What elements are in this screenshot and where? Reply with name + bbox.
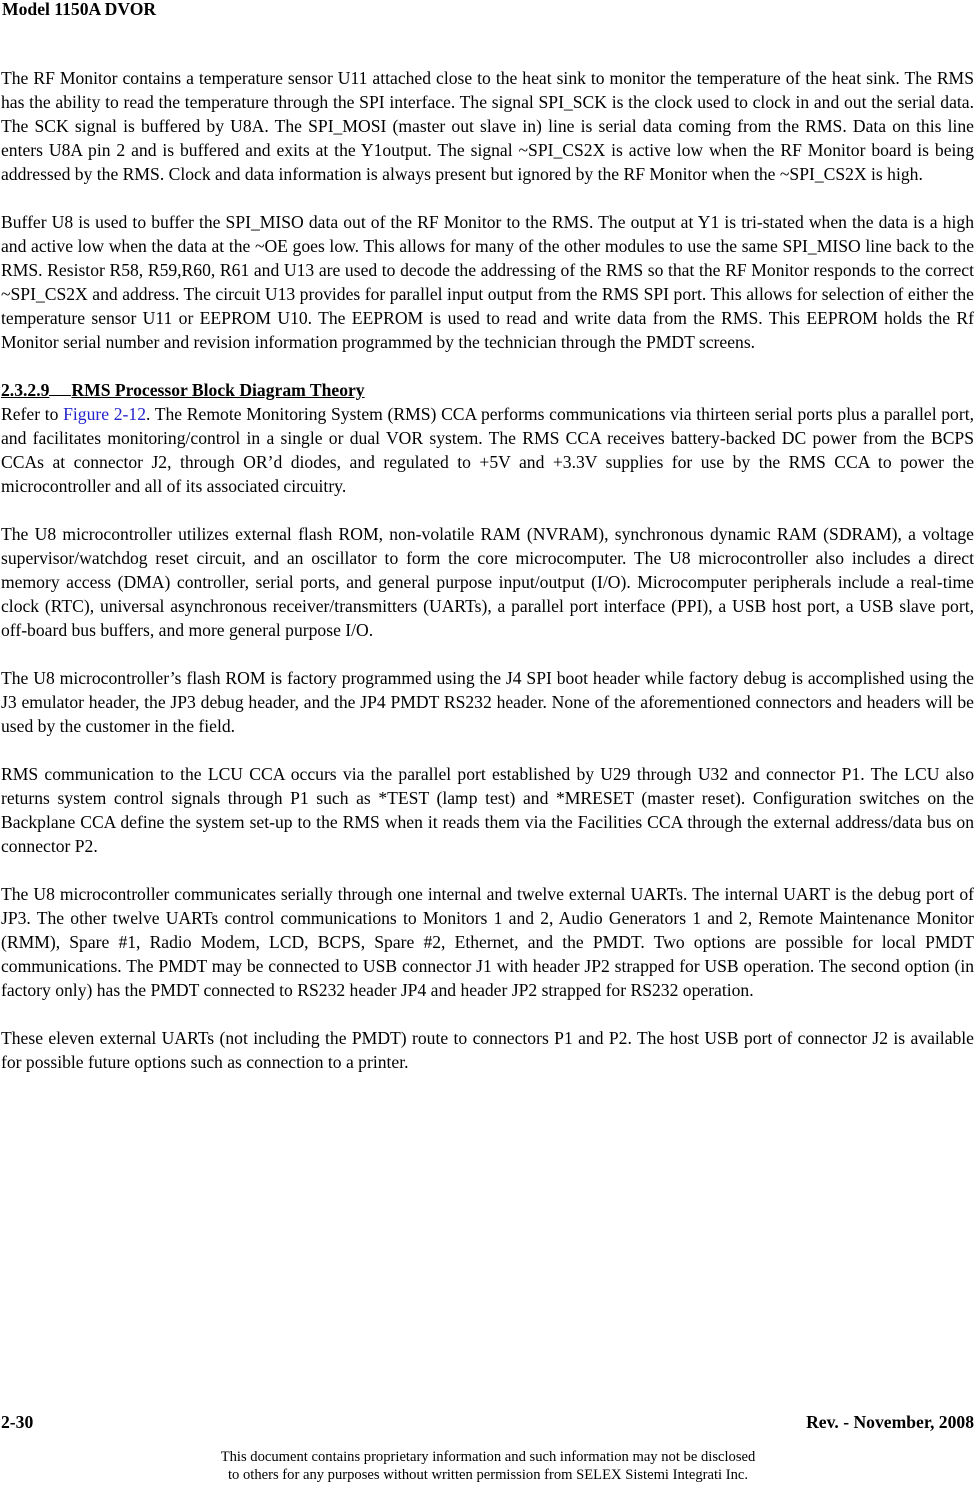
paragraph-rf-monitor-temperature: The RF Monitor contains a temperature sensor U11 attached close to the heat sink to monitor the temperature of the heat sink. The RMS has the ability to read the temperature through the SPI interface. The signal SPI_SCK is the clock used to clock in and out the serial data. The SCK signal is buffered by U8A. The SPI_MOSI (master out slave in) line is serial data coming from the RMS. Data on this line enters U8A pin 2 and is buffered and exits at the Y1output. The signal ~SPI_CS2X is active low when the RF Monitor board is being addressed by the RMS. Clock and data information is always present but ignored by the RF Monitor when the ~SPI_CS2X is high.	[1, 68, 974, 184]
section-title: RMS Processor Block Diagram Theory	[71, 380, 365, 400]
proprietary-disclaimer	[0, 1448, 976, 1484]
paragraph-external-uarts: These eleven external UARTs (not including the PMDT) route to connectors P1 and P2. The host USB port of connector J2 is available for possible future options such as connection to a printer.	[1, 1028, 974, 1072]
page-header-title: Model 1150A DVOR	[2, 0, 157, 19]
revision-date: Rev. - November, 2008	[806, 1412, 974, 1432]
paragraph-rms-overview	[1, 402, 974, 498]
paragraph-buffer-u8: Buffer U8 is used to buffer the SPI_MISO data out of the RF Monitor to the RMS. The output at Y1 is tri-stated when the data is a high and active low when the data at the ~OE goes low. This allows for many of the other modules to use the same SPI_MISO line back to the RMS. Resistor R58, R59,R60, R61 and U13 are used to decode the addressing of the RMS so that the RF Monitor responds to the correct ~SPI_CS2X and address. The circuit U13 provides for parallel input output from the RMS SPI port. This allows for selection of either the temperature sensor U11 or EEPROM U10. The EEPROM is used to read and write data from the RMS. This EEPROM holds the Rf Monitor serial number and revision information programmed by the technician through the PMDT screens.	[1, 212, 974, 352]
section-heading-underline-gap	[49, 379, 71, 396]
document-body	[1, 66, 974, 1074]
disclaimer-line-1: This document contains proprietary information and such information may not be disclosed	[220, 1449, 756, 1465]
section-heading	[1, 378, 974, 402]
figure-reference-link[interactable]: Figure 2-12	[63, 404, 146, 424]
paragraph-uart-communication: The U8 microcontroller communicates serially through one internal and twelve external UARTs. The internal UART is the debug port of JP3. The other twelve UARTs control communications to Monitors 1 and 2, Audio Generators 1 and 2, Remote Maintenance Monitor (RMM), Spare #1, Radio Modem, LCD, BCPS, Spare #2, Ethernet, and the PMDT. Two options are possible for local PMDT communications. The PMDT may be connected to USB connector J1 with header JP2 strapped for USB operation. The second option (in factory only) has the PMDT connected to RS232 header JP4 and header JP2 strapped for RS232 operation.	[1, 884, 974, 1000]
paragraph-lcu-communication: RMS communication to the LCU CCA occurs via the parallel port established by U29 through U32 and connector P1. The LCU also returns system control signals through P1 such as *TEST (lamp test) and *MRESET (master reset). Configuration switches on the Backplane CCA define the system set-up to the RMS when it reads them via the Facilities CCA through the external address/data bus on connector P2.	[1, 764, 974, 856]
paragraph-flash-rom: The U8 microcontroller’s flash ROM is factory programmed using the J4 SPI boot header while factory debug is accomplished using the J3 emulator header, the JP3 debug header, and the JP4 PMDT RS232 header. None of the aforementioned connectors and headers will be used by the customer in the field.	[1, 668, 974, 736]
section-number: 2.3.2.9	[1, 380, 50, 400]
paragraph-rms-overview-prefix: Refer to	[1, 404, 59, 424]
paragraph-microcontroller-peripherals: The U8 microcontroller utilizes external flash ROM, non-volatile RAM (NVRAM), synchronous dynamic RAM (SDRAM), a voltage supervisor/watchdog reset circuit, and an oscillator to form the core microcomputer. The U8 microcontroller also includes a direct memory access (DMA) controller, serial ports, and general purpose input/output (I/O). Microcomputer peripherals include a real-time clock (RTC), universal asynchronous receiver/transmitters (UARTs), a parallel port interface (PPI), a USB host port, a USB slave port, off-board bus buffers, and more general purpose I/O.	[1, 524, 974, 640]
page-number: 2-30	[1, 1412, 34, 1432]
disclaimer-line-2: to others for any purposes without written permission from SELEX Sistemi Integrati Inc.	[227, 1467, 749, 1483]
paragraph-rms-overview-text: . The Remote Monitoring System (RMS) CCA performs communications via thirteen serial ports plus a parallel port, and facilitates monitoring/control in a single or dual VOR system. The RMS CCA receives battery-backed DC power from the BCPS CCAs at connector J2, through OR’d diodes, and regulated to +5V and +3.3V supplies for use by the RMS CCA to power the microcontroller and all of its associated circuitry.	[1, 404, 974, 496]
